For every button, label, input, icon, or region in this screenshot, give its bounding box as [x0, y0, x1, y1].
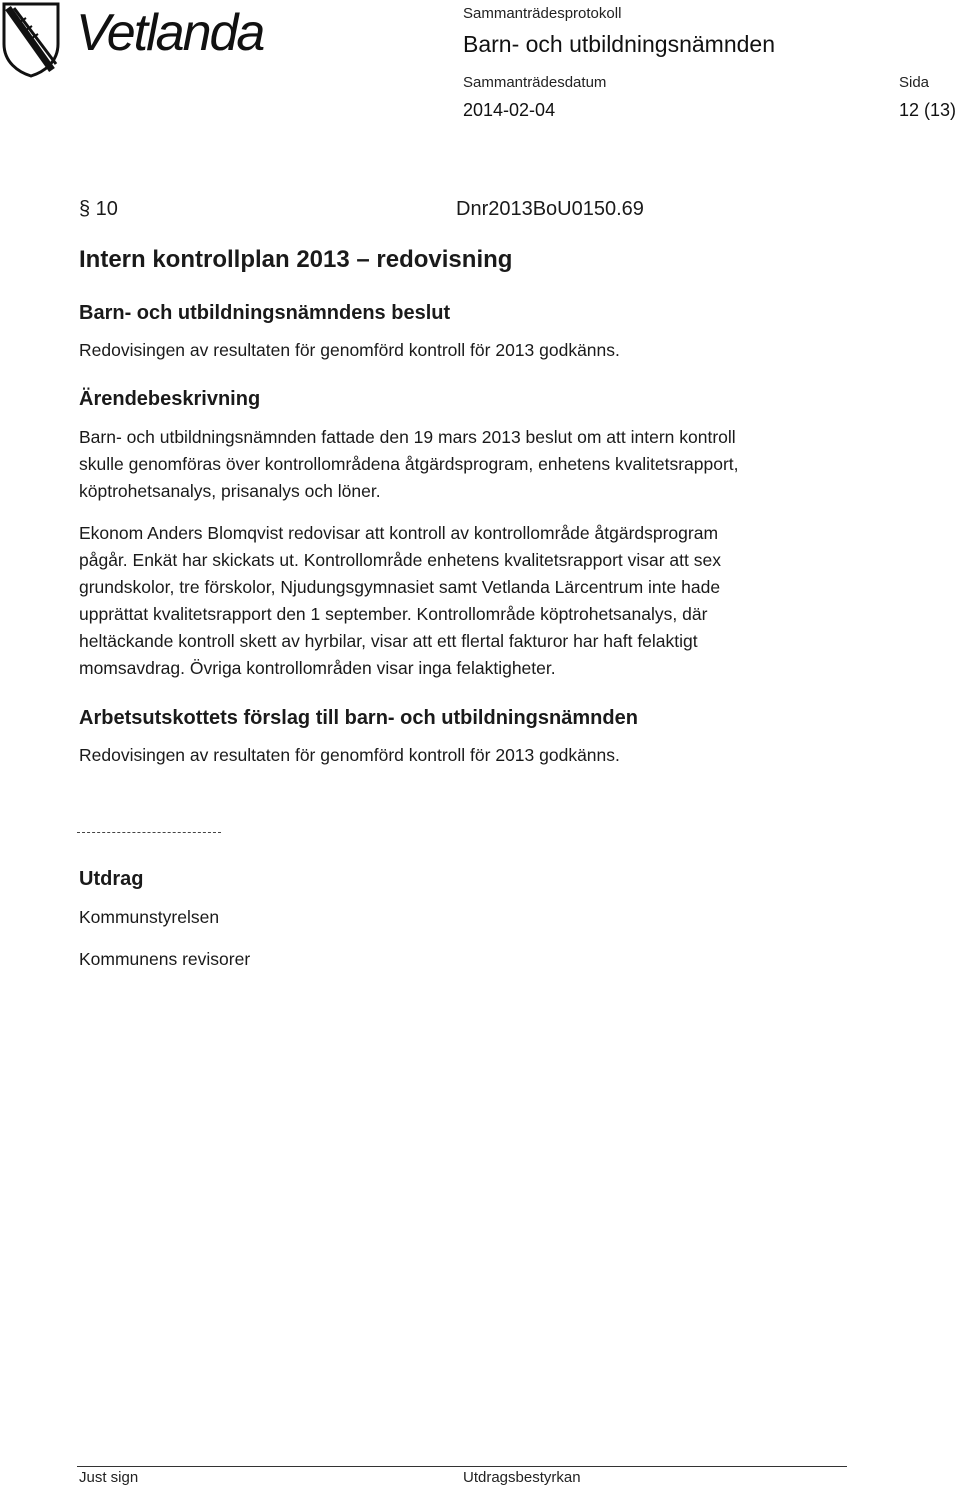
footer-divider [77, 1466, 847, 1467]
report-line: grundskolor, tre förskolor, Njudungsgymnasiet samt Vetlanda Lärcentrum inte hade [79, 577, 721, 597]
municipality-name: Vetlanda [76, 4, 264, 62]
recipient: Kommunens revisorer [79, 949, 251, 969]
page-number: 12 (13) [899, 100, 957, 120]
proposal-text: Redovisingen av resultaten för genomförd kontroll för 2013 godkänns. [79, 745, 620, 765]
distribution-heading: Utdrag [79, 868, 144, 890]
date-label: Sammanträdesdatum [463, 74, 607, 91]
certify-label: Utdragsbestyrkan [463, 1469, 581, 1486]
report-line: momsavdrag. Övriga kontrollområden visar inga felaktigheter. [79, 658, 556, 678]
decision-heading: Barn- och utbildningsnämndens beslut [79, 302, 451, 324]
page-label: Sida [899, 74, 930, 91]
sign-label: Just sign [79, 1469, 139, 1486]
committee-title: Barn- och utbildningsnämnden [463, 31, 775, 57]
report-line: heltäckande kontroll skett av hyrbilar, visar att ett flertal fakturor har haft felaktigt [79, 631, 698, 651]
meeting-date: 2014-02-04 [463, 100, 556, 120]
paragraph-number: § 10 [79, 198, 118, 220]
report-line: Ekonom Anders Blomqvist redovisar att kontroll av kontrollområde åtgärdsprogram [79, 523, 719, 543]
report-line: upprättat kvalitetsrapport den 1 september. Kontrollområde köptrohetsanalys, där [79, 604, 708, 624]
description-paragraph [79, 424, 839, 505]
coat-of-arms-icon [0, 0, 62, 78]
decision-text: Redovisingen av resultaten för genomförd kontroll för 2013 godkänns. [79, 340, 620, 360]
description-heading: Ärendebeskrivning [79, 388, 261, 410]
protocol-label: Sammanträdesprotokoll [463, 5, 622, 22]
description-line: skulle genomföras över kontrollområdena åtgärdsprogram, enhetens kvalitetsrapport, [79, 454, 739, 474]
recipient: Kommunstyrelsen [79, 907, 220, 927]
section-title: Intern kontrollplan 2013 – redovisning [79, 246, 513, 273]
report-line: pågår. Enkät har skickats ut. Kontrollområde enhetens kvalitetsrapport visar att sex [79, 550, 721, 570]
report-paragraph [79, 520, 839, 682]
description-line: Barn- och utbildningsnämnden fattade den 19 mars 2013 beslut om att intern kontroll [79, 427, 736, 447]
separator-line [77, 832, 221, 833]
description-line: köptrohetsanalys, prisanalys och löner. [79, 481, 381, 501]
proposal-heading: Arbetsutskottets förslag till barn- och utbildningsnämnden [79, 707, 638, 729]
case-number: Dnr2013BoU0150.69 [456, 198, 644, 220]
